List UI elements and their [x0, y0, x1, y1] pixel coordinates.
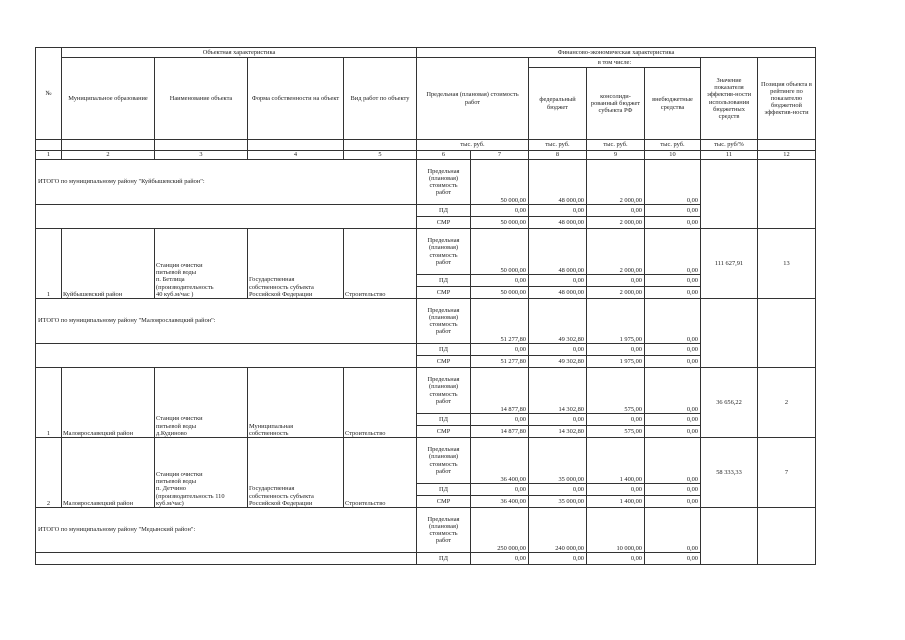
col-number: 11: [701, 151, 758, 160]
value-cell: 0,00: [645, 356, 701, 368]
object-work-type: Строительство: [344, 438, 417, 508]
header-consolidated: консолиди-рованный бюджет субъекта РФ: [587, 68, 645, 140]
col-number: 10: [645, 151, 701, 160]
value-cell: 14 302,80: [529, 368, 587, 414]
value-cell: 0,00: [587, 553, 645, 565]
rating-position: 7: [758, 438, 816, 508]
header-no: №: [36, 48, 62, 140]
row-label-limit-cost: Предельная (плановая) стоимость работ: [417, 508, 471, 553]
row-label-smr: СМР: [417, 356, 471, 368]
value-cell: 49 302,80: [529, 299, 587, 344]
value-cell: 51 277,80: [471, 299, 529, 344]
value-cell: 2 000,00: [587, 160, 645, 205]
value-cell: 0,00: [587, 275, 645, 287]
row-label-pd: ПД: [417, 205, 471, 217]
object-ownership: Государственная собственность субъекта Российской Федерации: [248, 438, 344, 508]
value-cell: 2 000,00: [587, 217, 645, 229]
row-label-limit-cost: Предельная (плановая) стоимость работ: [417, 160, 471, 205]
object-municipality: Малоярославецкий район: [62, 368, 155, 438]
financial-table: [35, 47, 816, 565]
object-name: Станция очистки питьевой воды п. Детчино (производительность 110 куб.м/час): [155, 438, 248, 508]
col-number: 4: [248, 151, 344, 160]
value-cell: 0,00: [471, 205, 529, 217]
value-cell: 2 000,00: [587, 287, 645, 299]
header-extrabudget: внебюджетные средства: [645, 68, 701, 140]
value-cell: 0,00: [529, 484, 587, 496]
value-cell: 0,00: [645, 484, 701, 496]
row-label-limit-cost: Предельная (плановая) стоимость работ: [417, 299, 471, 344]
value-cell: 0,00: [645, 217, 701, 229]
value-cell: 0,00: [529, 553, 587, 565]
object-municipality: Куйбышевский район: [62, 229, 155, 299]
value-cell: 0,00: [587, 484, 645, 496]
value-cell: 0,00: [471, 414, 529, 426]
rating-position: 2: [758, 368, 816, 438]
value-cell: 250 000,00: [471, 508, 529, 553]
header-ownership: Форма собственности на объект: [248, 58, 344, 140]
object-number: 1: [36, 229, 62, 299]
row-label-smr: СМР: [417, 217, 471, 229]
col-number: 12: [758, 151, 816, 160]
value-cell: 0,00: [645, 553, 701, 565]
value-cell: 0,00: [529, 414, 587, 426]
value-cell: 50 000,00: [471, 160, 529, 205]
value-cell: 0,00: [645, 287, 701, 299]
efficiency-value: 36 656,22: [701, 368, 758, 438]
value-cell: 50 000,00: [471, 217, 529, 229]
row-label-pd: ПД: [417, 553, 471, 565]
value-cell: 240 000,00: [529, 508, 587, 553]
col-number: 7: [471, 151, 529, 160]
value-cell: 0,00: [645, 496, 701, 508]
row-label-pd: ПД: [417, 414, 471, 426]
value-cell: 0,00: [471, 553, 529, 565]
value-cell: 1 975,00: [587, 299, 645, 344]
value-cell: 575,00: [587, 426, 645, 438]
value-cell: 48 000,00: [529, 217, 587, 229]
col-number: 2: [62, 151, 155, 160]
row-label-pd: ПД: [417, 275, 471, 287]
value-cell: 1 975,00: [587, 356, 645, 368]
value-cell: 0,00: [645, 508, 701, 553]
unit-federal: тыс. руб.: [529, 140, 587, 151]
row-label-limit-cost: Предельная (плановая) стоимость работ: [417, 229, 471, 275]
header-group-object: Объектная характеристика: [62, 48, 417, 58]
value-cell: 51 277,80: [471, 356, 529, 368]
value-cell: 14 877,80: [471, 426, 529, 438]
header-including: в том числе:: [529, 58, 701, 68]
object-ownership: Государственная собственность субъекта Российской Федерации: [248, 229, 344, 299]
row-label-pd: ПД: [417, 484, 471, 496]
value-cell: 49 302,80: [529, 356, 587, 368]
header-limit-cost: Предельная (плановая) стоимость работ: [417, 58, 529, 140]
value-cell: 0,00: [645, 275, 701, 287]
value-cell: 10 000,00: [587, 508, 645, 553]
row-label-smr: СМР: [417, 287, 471, 299]
col-number: 1: [36, 151, 62, 160]
total-label: ИТОГО по муниципальному району "Малоярославецкий район":: [36, 299, 417, 344]
value-cell: 1 400,00: [587, 438, 645, 484]
value-cell: 0,00: [645, 160, 701, 205]
unit-cost: тыс. руб.: [417, 140, 529, 151]
object-municipality: Малоярославецкий район: [62, 438, 155, 508]
value-cell: 14 877,80: [471, 368, 529, 414]
header-federal: федеральный бюджет: [529, 68, 587, 140]
value-cell: 0,00: [645, 205, 701, 217]
header-rating-position: Позиция объекта в рейтинге по показателю бюджетной эффектив-ности: [758, 58, 816, 140]
value-cell: 0,00: [645, 299, 701, 344]
value-cell: 36 400,00: [471, 438, 529, 484]
value-cell: 0,00: [645, 438, 701, 484]
col-number: 6: [417, 151, 471, 160]
value-cell: 35 000,00: [529, 496, 587, 508]
object-name: Станция очистки питьевой воды п. Бетлица (производительность 40 куб.м/час ): [155, 229, 248, 299]
value-cell: 0,00: [471, 484, 529, 496]
value-cell: 48 000,00: [529, 160, 587, 205]
header-efficiency-value: Значение показателя эффектив-ности использования бюджетных средств: [701, 58, 758, 140]
total-label: ИТОГО по муниципальному району "Куйбышевский район":: [36, 160, 417, 205]
unit-extrabudget: тыс. руб.: [645, 140, 701, 151]
object-number: 1: [36, 368, 62, 438]
value-cell: 0,00: [529, 344, 587, 356]
value-cell: 0,00: [529, 275, 587, 287]
object-number: 2: [36, 438, 62, 508]
value-cell: 0,00: [645, 426, 701, 438]
value-cell: 0,00: [587, 205, 645, 217]
value-cell: 0,00: [471, 344, 529, 356]
row-label-smr: СМР: [417, 496, 471, 508]
total-label: ИТОГО по муниципальному району "Медынский район":: [36, 508, 417, 553]
object-ownership: Муниципальная собственность: [248, 368, 344, 438]
row-label-limit-cost: Предельная (плановая) стоимость работ: [417, 438, 471, 484]
value-cell: 1 400,00: [587, 496, 645, 508]
col-number: 9: [587, 151, 645, 160]
value-cell: 48 000,00: [529, 229, 587, 275]
row-label-pd: ПД: [417, 344, 471, 356]
value-cell: 0,00: [645, 344, 701, 356]
value-cell: 50 000,00: [471, 287, 529, 299]
col-number: 5: [344, 151, 417, 160]
value-cell: 48 000,00: [529, 287, 587, 299]
value-cell: 0,00: [587, 344, 645, 356]
header-municipality: Муниципальное образование: [62, 58, 155, 140]
value-cell: 0,00: [587, 414, 645, 426]
value-cell: 2 000,00: [587, 229, 645, 275]
value-cell: 14 302,80: [529, 426, 587, 438]
header-group-finance: Финансово-экономическая характеристика: [417, 48, 816, 58]
object-work-type: Строительство: [344, 368, 417, 438]
header-object-name: Наименование объекта: [155, 58, 248, 140]
header-work-type: Вид работ по объекту: [344, 58, 417, 140]
row-label-smr: СМР: [417, 426, 471, 438]
value-cell: 50 000,00: [471, 229, 529, 275]
value-cell: 575,00: [587, 368, 645, 414]
unit-efficiency: тыс. руб/%: [701, 140, 758, 151]
value-cell: 35 000,00: [529, 438, 587, 484]
efficiency-value: 58 333,33: [701, 438, 758, 508]
object-work-type: Строительство: [344, 229, 417, 299]
unit-consolidated: тыс. руб.: [587, 140, 645, 151]
value-cell: 0,00: [645, 368, 701, 414]
value-cell: 0,00: [645, 229, 701, 275]
value-cell: 0,00: [529, 205, 587, 217]
col-number: 3: [155, 151, 248, 160]
efficiency-value: 111 627,91: [701, 229, 758, 299]
rating-position: 13: [758, 229, 816, 299]
row-label-limit-cost: Предельная (плановая) стоимость работ: [417, 368, 471, 414]
value-cell: 0,00: [645, 414, 701, 426]
value-cell: 36 400,00: [471, 496, 529, 508]
col-number: 8: [529, 151, 587, 160]
value-cell: 0,00: [471, 275, 529, 287]
object-name: Станция очистки питьевой воды д.Кудиново: [155, 368, 248, 438]
